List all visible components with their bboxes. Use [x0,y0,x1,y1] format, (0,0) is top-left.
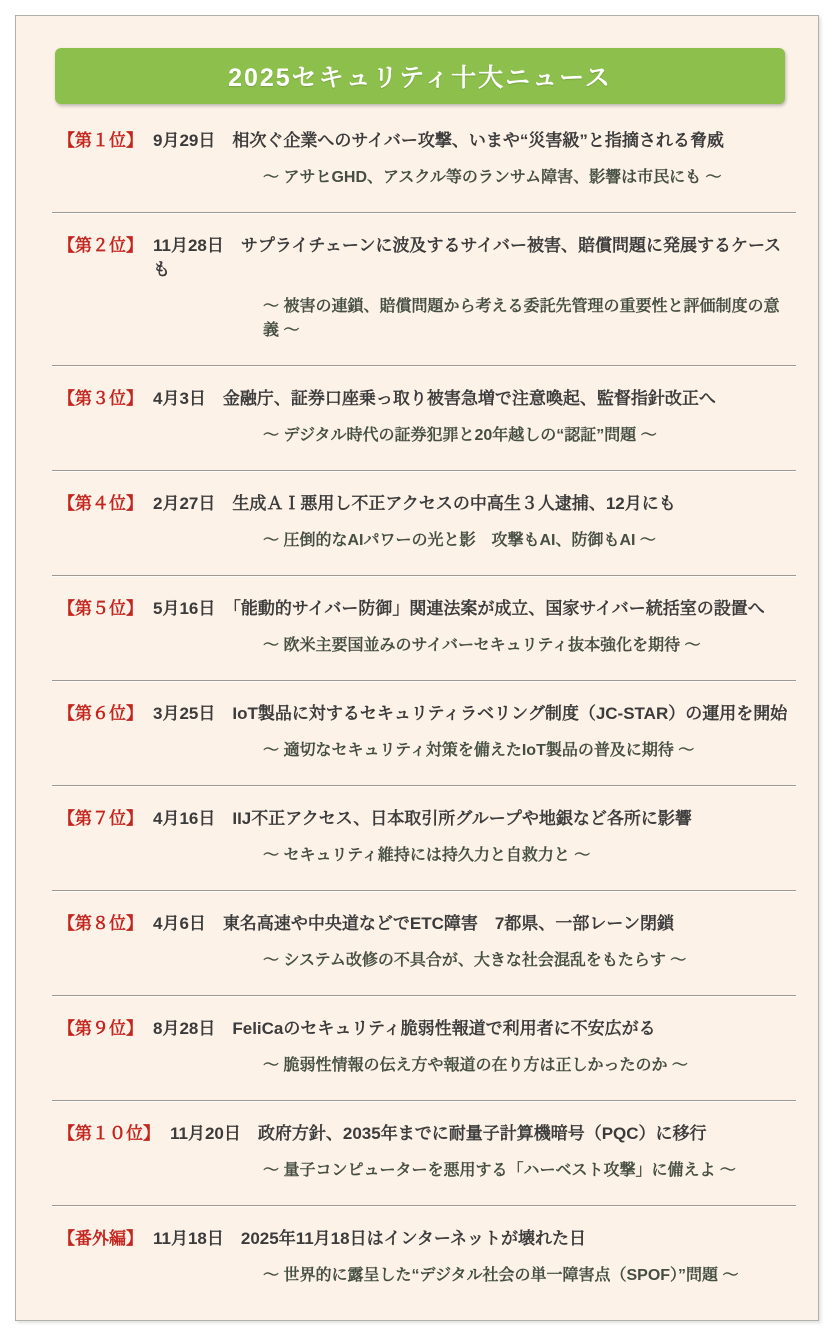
headline-text: 11月20日 政府方針、2035年までに耐量子計算機暗号（PQC）に移行 [170,1124,707,1143]
news-item-headline-row [58,492,790,516]
rank-label: 【第２位】 [58,236,143,255]
headline-text: 8月28日 FeliCaのセキュリティ脆弱性報道で利用者に不安広がる [153,1019,656,1038]
news-item [58,214,790,365]
subtitle-text: ～ セキュリティ維持には持久力と自救力と ～ [263,847,591,864]
news-item [58,472,790,575]
news-item [58,1207,790,1310]
subtitle-text: ～ 量子コンピューターを悪用する「ハーベスト攻撃」に備えよ ～ [263,1162,736,1179]
subtitle-text: ～ 適切なセキュリティ対策を備えたIoT製品の普及に期待 ～ [263,742,695,759]
subtitle-text: ～ システム改修の不具合が、大きな社会混乱をもたらす ～ [263,952,687,969]
page-title: 2025セキュリティ十大ニュース [228,64,612,92]
subtitle-text: ～ アサヒGHD、アスクル等のランサム障害、影響は市民にも ～ [263,169,722,186]
headline-text: 4月6日 東名高速や中央道などでETC障害 7都県、一部レーン閉鎖 [153,914,675,933]
news-item [58,109,790,212]
subtitle-text: ～ 脆弱性情報の伝え方や報道の在り方は正しかったのか ～ [263,1057,688,1074]
rank-label: 【番外編】 [58,1229,143,1248]
subtitle-text: ～ 世界的に露呈した“デジタル社会の単一障害点（SPOF）”問題 ～ [263,1267,739,1284]
news-item-headline-row [58,234,790,282]
subtitle-text: ～ デジタル時代の証券犯罪と20年越しの“認証”問題 ～ [263,427,657,444]
news-item-headline-row [58,1122,790,1146]
subtitle-text: ～ 圧倒的なAIパワーの光と影 攻撃もAI、防御もAI ～ [263,532,656,549]
news-item [58,997,790,1100]
news-item [58,577,790,680]
news-item-headline-row [58,912,790,936]
news-item-headline-row [58,1017,790,1041]
rank-label: 【第９位】 [58,1019,143,1038]
title-banner [55,48,785,104]
subtitle-text: ～ 欧米主要国並みのサイバーセキュリティ抜本強化を期待 ～ [263,637,701,654]
news-item [58,1102,790,1205]
headline-text: 2月27日 生成ＡＩ悪用し不正アクセスの中高生３人逮捕、12月にも [153,494,676,513]
headline-text: 11月18日 2025年11月18日はインターネットが壊れた日 [153,1229,587,1248]
rank-label: 【第３位】 [58,389,143,408]
rank-label: 【第４位】 [58,494,143,513]
rank-label: 【第８位】 [58,914,143,933]
news-item-headline-row [58,702,790,726]
news-item [58,682,790,785]
headline-text: 4月3日 金融庁、証券口座乗っ取り被害急増で注意喚起、監督指針改正へ [153,389,716,408]
rank-label: 【第６位】 [58,704,143,723]
news-item-headline-row [58,129,790,153]
headline-text: 5月16日 「能動的サイバー防御」関連法案が成立、国家サイバー統括室の設置へ [153,599,765,618]
news-item-headline-row [58,807,790,831]
news-item-headline-row [58,387,790,411]
subtitle-text: ～ 被害の連鎖、賠償問題から考える委託先管理の重要性と評価制度の意義 ～ [263,298,780,339]
rank-label: 【第５位】 [58,599,143,618]
rank-label: 【第１０位】 [58,1124,160,1143]
rank-label: 【第１位】 [58,131,143,150]
rank-label: 【第７位】 [58,809,143,828]
headline-text: 3月25日 IoT製品に対するセキュリティラベリング制度（JC-STAR）の運用を開始 [153,704,788,723]
headline-text: 4月16日 IIJ不正アクセス、日本取引所グループや地銀など各所に影響 [153,809,692,828]
news-item [58,787,790,890]
news-item [58,892,790,995]
news-list [16,104,818,1310]
news-panel [15,15,819,1321]
news-item-headline-row [58,597,790,621]
headline-text: 11月28日 サプライチェーンに波及するサイバー被害、賠償問題に発展するケースも [153,236,782,279]
headline-text: 9月29日 相次ぐ企業へのサイバー攻撃、いまや“災害級”と指摘される脅威 [153,131,724,150]
news-item [58,367,790,470]
news-item-headline-row [58,1227,790,1251]
